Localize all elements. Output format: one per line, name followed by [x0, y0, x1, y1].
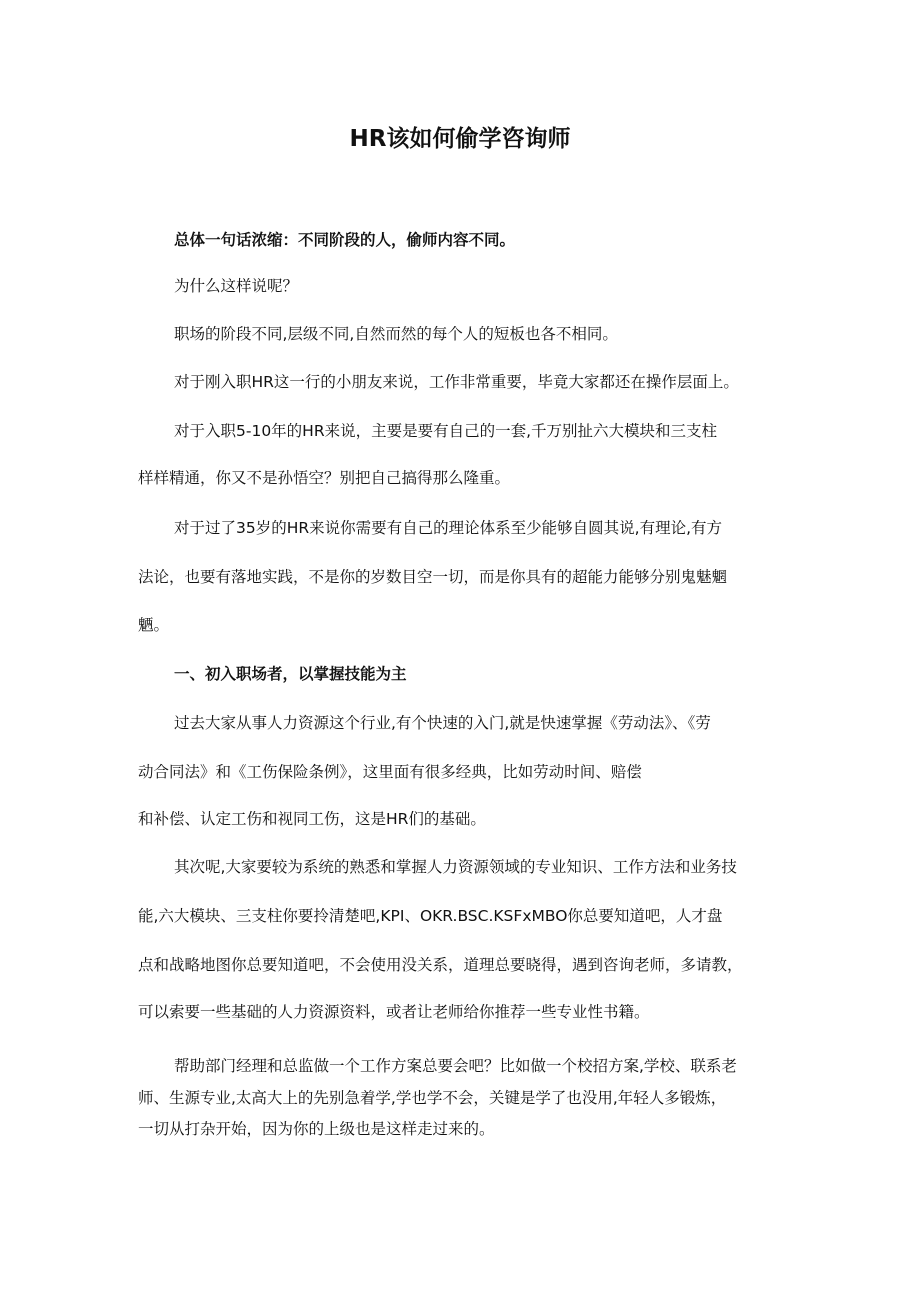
paragraph-5-line-2: 动合同法》和《工伤保险条例》，这里面有很多经典，比如劳动时间、赔偿: [138, 763, 642, 781]
section-1-heading: 一、初入职场者，以掌握技能为主: [174, 665, 407, 683]
paragraph-3-line-1: 对于入职5-10年的HR来说，主要是要有自己的一套,千万别扯六大模块和三支柱: [174, 422, 718, 440]
paragraph-6-line-4: 可以索要一些基础的人力资源资料，或者让老师给你推荐一些专业性书籍。: [138, 1003, 650, 1021]
paragraph-6-line-1: 其次呢,大家要较为系统的熟悉和掌握人力资源领域的专业知识、工作方法和业务技: [174, 858, 737, 876]
paragraph-6-line-2: 能,六大模块、三支柱你要拎清楚吧,KPI、OKR.BSC.KSFxMBO你总要知道吧，人才盘: [138, 907, 723, 925]
paragraph-7-line-2: 师、生源专业,太高大上的先别急着学,学也学不会，关键是学了也没用,年轻人多锻炼，: [138, 1089, 727, 1107]
paragraph-4-line-1: 对于过了35岁的HR来说你需要有自己的理论体系至少能够自圆其说,有理论,有方: [174, 519, 723, 537]
paragraph-5-line-3: 和补偿、认定工伤和视同工伤，这是HR们的基础。: [138, 810, 486, 828]
paragraph-5-line-1: 过去大家从事人力资源这个行业,有个快速的入门,就是快速掌握《劳动法》、《劳: [174, 714, 711, 732]
paragraph-4-line-3: 魉。: [138, 616, 170, 634]
paragraph-7-line-3: 一切从打杂开始，因为你的上级也是这样走过来的。: [138, 1120, 495, 1138]
paragraph-6-line-3: 点和战略地图你总要知道吧，不会使用没关系，道理总要晓得，遇到咨询老师，多请教，: [138, 956, 743, 974]
paragraph-1: 职场的阶段不同,层级不同,自然而然的每个人的短板也各不相同。: [174, 325, 618, 343]
paragraph-7-line-1: 帮助部门经理和总监做一个工作方案总要会吧？比如做一个校招方案,学校、联系老: [174, 1057, 737, 1075]
page-title: HR该如何偷学咨询师: [349, 126, 571, 152]
paragraph-4-line-2: 法论，也要有落地实践，不是你的岁数目空一切，而是你具有的超能力能够分别鬼魅魍: [138, 568, 728, 586]
paragraph-3-line-2: 样样精通，你又不是孙悟空？别把自己搞得那么隆重。: [138, 469, 511, 487]
paragraph-2: 对于刚入职HR这一行的小朋友来说，工作非常重要，毕竟大家都还在操作层面上。: [174, 373, 739, 391]
question-line: 为什么这样说呢？: [174, 277, 299, 295]
summary-line: 总体一句话浓缩：不同阶段的人，偷师内容不同。: [174, 231, 516, 249]
